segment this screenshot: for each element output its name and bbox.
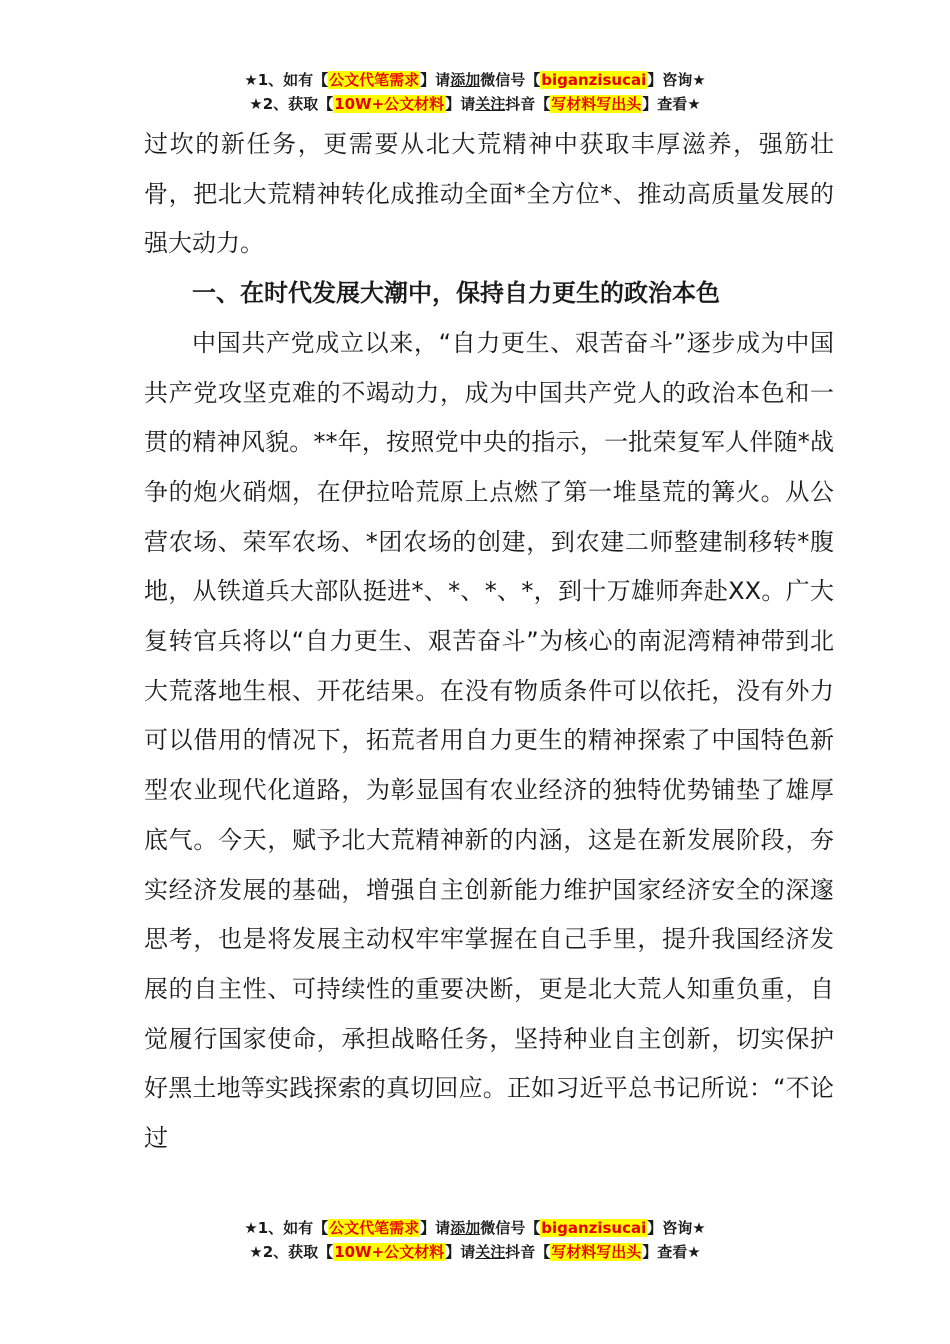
promo-text: 】请 xyxy=(420,1219,451,1237)
promo-text: 】请 xyxy=(420,71,451,89)
promo-underlined: 关注 xyxy=(475,95,506,113)
paragraph-continued: 过坎的新任务，更需要从北大荒精神中获取丰厚滋养，强筋壮骨，把北大荒精神转化成推动全面*全方位*、推动高质量发展的强大动力。 xyxy=(144,130,834,258)
promo-highlight: biganzisucai xyxy=(541,71,647,89)
promo-text: ★2、获取【 xyxy=(249,1243,334,1261)
promo-text: ★1、如有【 xyxy=(244,71,329,89)
promo-text: 微信号【 xyxy=(480,1219,541,1237)
promo-line-2 xyxy=(0,92,950,116)
paragraph: 中国共产党成立以来，“自力更生、艰苦奋斗”逐步成为中国共产党攻坚克难的不竭动力，成为中国共产党人的政治本色和一贯的精神风貌。**年，按照党中央的指示，一批荣复军人伴随*战争的炮火硝烟，在伊拉哈荒原上点燃了第一堆垦荒的篝火。从公营农场、荣军农场、*团农场的创建，到农建二师整建制移转*腹地，从铁道兵大部队挺进*、*、*、*，到十万雄师奔赴XX。广大复转官兵将以“自力更生、艰苦奋斗”为核心的南泥湾精神带到北大荒落地生根、开花结果。在没有物质条件可以依托，没有外力可以借用的情况下，拓荒者用自力更生的精神探索了中国特色新型农业现代化道路，为彰显国有农业经济的独特优势铺垫了雄厚底气。今天，赋予北大荒精神新的内涵，这是在新发展阶段，夯实经济发展的基础，增强自主创新能力维护国家经济安全的深邃思考，也是将发展主动权牢牢掌握在自己手里，提升我国经济发展的自主性、可持续性的重要决断，更是北大荒人知重负重，自觉履行国家使命，承担战略任务，坚持种业自主创新，切实保护好黑土地等实践探索的真切回应。正如习近平总书记所说：“不论过 xyxy=(144,328,834,1153)
promo-banner-top xyxy=(0,68,950,116)
promo-highlight: 写材料写出头 xyxy=(551,1243,642,1261)
promo-text: 】咨询★ xyxy=(647,1219,706,1237)
promo-line-1 xyxy=(0,1216,950,1240)
promo-highlight: 公文代笔需求 xyxy=(329,1219,420,1237)
promo-line-2 xyxy=(0,1240,950,1264)
promo-text: 】请 xyxy=(445,1243,476,1261)
promo-underlined: 添加 xyxy=(450,1219,481,1237)
promo-text: 】咨询★ xyxy=(647,71,706,89)
promo-highlight: 写材料写出头 xyxy=(551,95,642,113)
promo-text: 】查看★ xyxy=(642,95,701,113)
promo-underlined: 关注 xyxy=(475,1243,506,1261)
promo-highlight: 10W+公文材料 xyxy=(334,95,445,113)
promo-highlight: 公文代笔需求 xyxy=(329,71,420,89)
promo-text: ★2、获取【 xyxy=(249,95,334,113)
promo-text: 】查看★ xyxy=(642,1243,701,1261)
promo-text: ★1、如有【 xyxy=(244,1219,329,1237)
promo-text: 微信号【 xyxy=(480,71,541,89)
document-body xyxy=(144,120,834,1164)
promo-highlight: 10W+公文材料 xyxy=(334,1243,445,1261)
promo-text: 抖音【 xyxy=(505,1243,551,1261)
promo-highlight: biganzisucai xyxy=(541,1219,647,1237)
promo-text: 抖音【 xyxy=(505,95,551,113)
promo-banner-bottom xyxy=(0,1216,950,1264)
promo-underlined: 添加 xyxy=(450,71,481,89)
section-heading: 一、在时代发展大潮中，保持自力更生的政治本色 xyxy=(192,279,720,308)
promo-text: 】请 xyxy=(445,95,476,113)
promo-line-1 xyxy=(0,68,950,92)
